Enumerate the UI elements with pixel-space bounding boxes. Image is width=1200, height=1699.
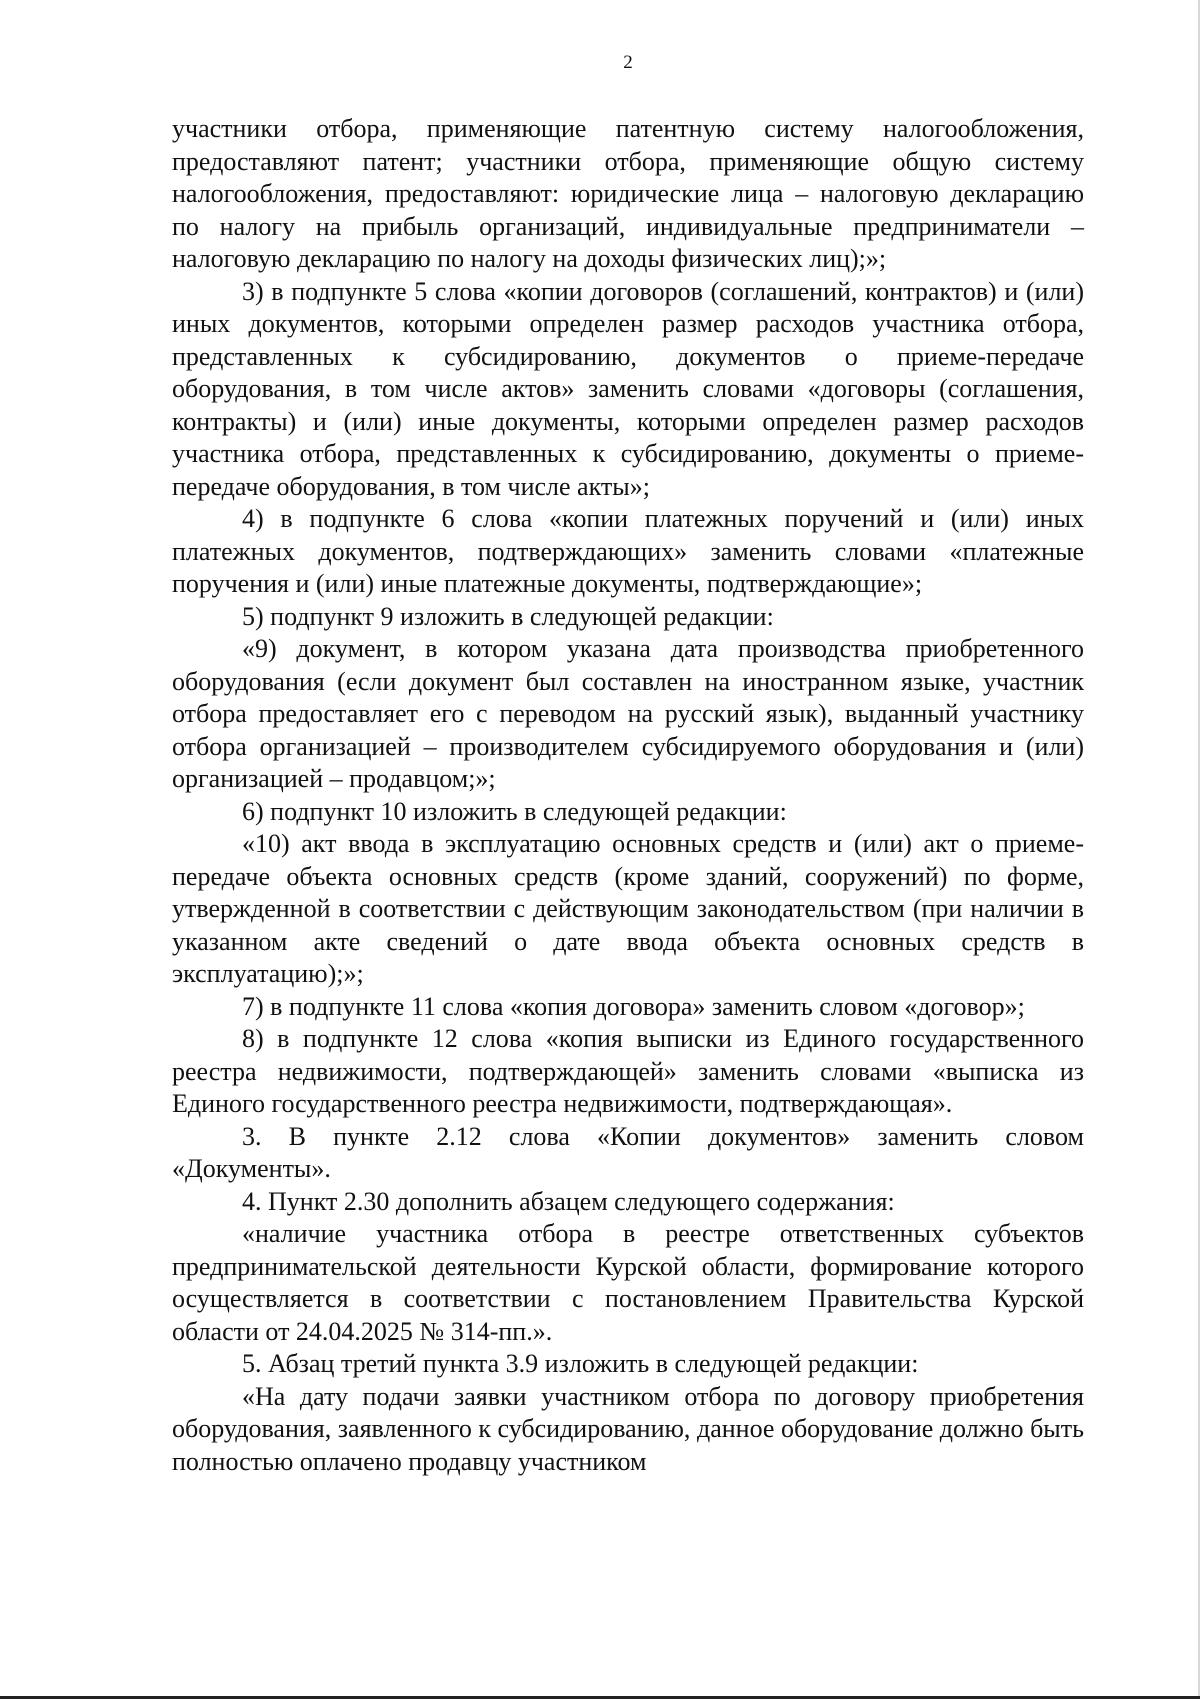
document-body bbox=[172, 113, 1084, 1478]
paragraph: «9) документ, в котором указана дата производства приобретенного оборудования (если документ был составлен на иностранном языке, участник отбора предоставляет его с переводом на русский язык), выданный участнику отбора организацией – производителем субсидируемого оборудования и (или) организацией – продавцом;»; bbox=[172, 634, 1084, 793]
paragraph: 4. Пункт 2.30 дополнить абзацем следующего содержания: bbox=[242, 1186, 895, 1216]
paragraph: «На дату подачи заявки участником отбора по договору приобретения оборудования, заявленного к субсидированию, данное оборудование должно быть полностью оплачено продавцу участником bbox=[172, 1381, 1084, 1476]
paragraph: 4) в подпункте 6 слова «копии платежных поручений и (или) иных платежных документов, подтверждающих» заменить словами «платежные поручения и (или) иные платежные документы, подтверждающие»; bbox=[172, 504, 1084, 598]
page-number: 2 bbox=[623, 52, 633, 73]
paragraph: «наличие участника отбора в реестре ответственных субъектов предпринимательской деятельности Курской области, формирование которого осуществляется в соответствии с постановлением Правительства Курской области от 24.04.2025 № 314-пп.». bbox=[172, 1219, 1084, 1346]
paragraph: 3) в подпункте 5 слова «копии договоров (соглашений, контрактов) и (или) иных документов, которыми определен размер расходов участника отбора, представленных к субсидированию, документов о приеме-передаче оборудования, в том числе актов» заменить словами «договоры (соглашения, контракты) и (или) иные документы, которыми определен размер расходов участника отбора, представленных к субсидированию, документы о приеме-передаче оборудования, в том числе акты»; bbox=[172, 276, 1084, 501]
paragraph: 5) подпункт 9 изложить в следующей редакции: bbox=[242, 601, 774, 631]
paragraph: «10) акт ввода в эксплуатацию основных средств и (или) акт о приеме-передаче объекта основных средств (кроме зданий, сооружений) по форме, утвержденной в соответствии с действующим законодательством (при наличии в указанном акте сведений о дате ввода объекта основных средств в эксплуатацию);»; bbox=[172, 829, 1084, 988]
paragraph: 8) в подпункте 12 слова «копия выписки из Единого государственного реестра недвижимости, подтверждающей» заменить словами «выписка из Единого государственного реестра недвижимости, подтверждающая». bbox=[172, 1024, 1084, 1118]
paragraph: 3. В пункте 2.12 слова «Копии документов» заменить словом «Документы». bbox=[172, 1121, 1084, 1183]
paragraph: участники отбора, применяющие патентную систему налогообложения, предоставляют патент; участники отбора, применяющие общую систему налогообложения, предоставляют: юридические лица – налоговую декларацию по налогу на прибыль организаций, индивидуальные предприниматели – налоговую декларацию по налогу на доходы физических лиц);»; bbox=[172, 114, 1084, 273]
paragraph: 5. Абзац третий пункта 3.9 изложить в следующей редакции: bbox=[242, 1349, 919, 1378]
paragraph: 7) в подпункте 11 слова «копия договора» заменить словом «договор»; bbox=[242, 991, 1025, 1021]
paragraph: 6) подпункт 10 изложить в следующей редакции: bbox=[242, 796, 787, 826]
